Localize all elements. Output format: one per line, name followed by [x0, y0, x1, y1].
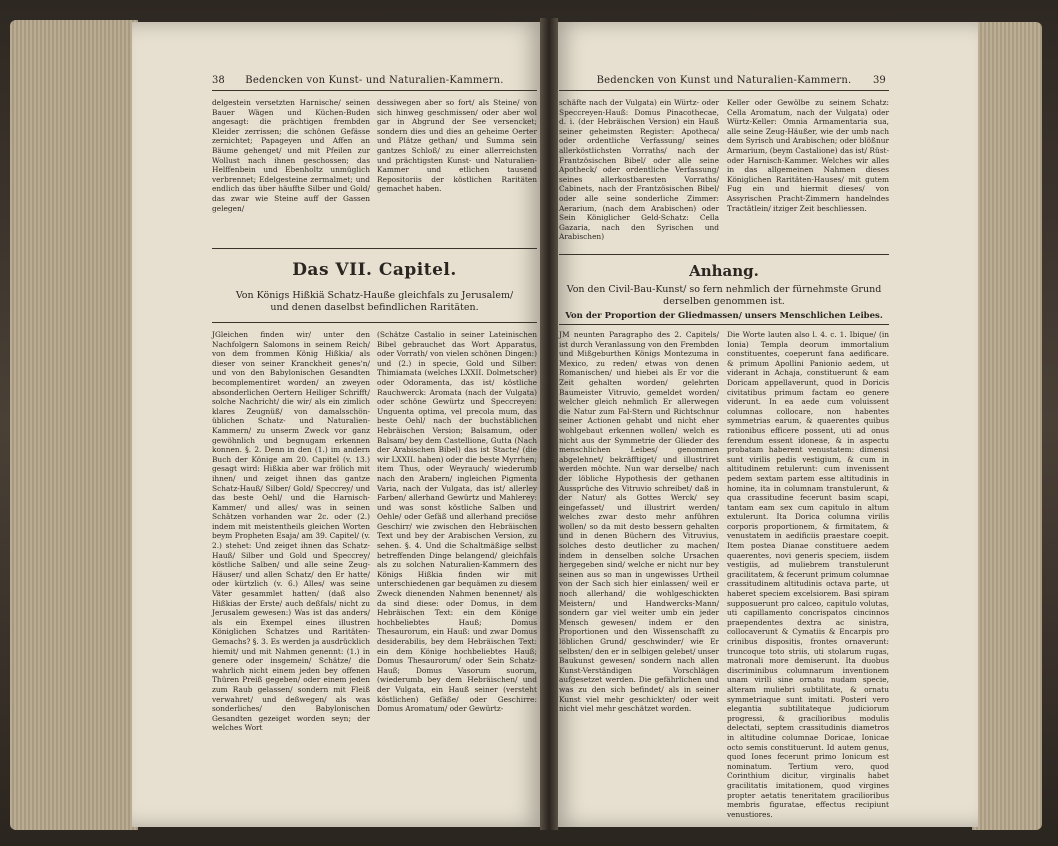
right-top-text-1: schäfte nach der Vulgata) ein Würtz- oder Speccreyen-Hauß: Domus Pinacothecae, d. i. (der Hebräischen Version) ein Hauß seiner geheimsten Register: Apotheca/ oder ordentliche Verfassung/ seines allerköstlichsten Vorraths/ nach der Frantzösischen Bibel/ oder alle seine Apotheck/ oder ordentliche Verfassung/ seines allerkostbaresten Vorraths/ Cabinets, nach der Frantzösischen Bibel/ oder alle seine sonderliche Zimmer: Aerarium, (nach dem Arabischen) oder Sein Königlicher Geld-Schatz: Cella Gazaria, nach den Syrischen und Arabischen) — [559, 98, 719, 242]
right-top-col-1 — [559, 98, 719, 248]
right-page-number: 39 — [873, 75, 886, 86]
left-chapter-rule — [212, 248, 537, 249]
left-running-head-text: Bedencken von Kunst- und Naturalien-Kammern. — [245, 75, 504, 86]
anhang-subtitle-line-2: derselben genommen ist. — [663, 296, 785, 307]
right-top-col-2 — [727, 98, 889, 248]
left-top-col-1 — [212, 98, 370, 238]
right-page — [551, 22, 978, 827]
anhang-subtitle-line-3: Von der Proportion der Gliedmassen/ unsers Menschlichen Leibes. — [565, 311, 883, 321]
right-top-text-2: Keller oder Gewölbe zu seinem Schatz: Cella Aromatum, nach der Vulgata) oder Würtz-Keller: Omnia Armamentaria sua, alle seine Zeug-Häußer, wie der umb nach dem Syrisch und Arabischen; oder blößnur Armarium, (beym Castalione) das ist/ Rüst- oder Harnisch-Kammer. Welches wir alles in das allgemeinen Nahmen dieses Königlichen Raritäten-Hauses/ mit gutem Fug ein und hiermit dieses/ von Assyrischen Pracht-Zimmern handelndes Tractätlein/ itziger Zeit beschliessen. — [727, 98, 889, 213]
right-subtitle-rule — [559, 324, 889, 325]
chapter-title: Das VII. Capitel. — [292, 260, 457, 280]
anhang-subtitle — [559, 284, 889, 308]
right-head-rule — [559, 90, 889, 91]
right-anhang-rule — [559, 254, 889, 255]
book-gutter — [540, 18, 558, 830]
right-body-col-1 — [559, 330, 719, 750]
left-top-text-2: dessiwegen aber so fort/ als Steine/ von sich hinweg geschmissen/ oder aber wol gar in Abgrund der See versencket; sondern dies und dies an geheime Oerter und Plätze gethan/ und Summa sein gantzes Schloß/ zu einer allerreichsten und prächtigsten Kunst- und Naturalien-Kammer und etlichen tausend Repositoriis der köstlichen Raritäten gemachet haben. — [377, 98, 537, 194]
left-body-col-1 — [212, 330, 370, 820]
left-body-text-1: JGleichen finden wir/ unter den Nachfolgern Salomons in seinem Reich/ von dem frommen König Hißkia/ als dieser von seiner Kranckheit genes'n/ und von den Babylonischen Gesandten becomplementiret worden/ an zweyen absonderlichen Oertern Heiliger Schrifft/ solche Nachricht/ die wir/ als ein zimlich klares Zeugnüß/ von damalsschön-üblichen Schatz- und Naturalien-Kammern/ zu unserm Zweck vor ganz gewöhnlich und begnugam erkennen konnen. §. 2. Denn in den (1.) im andern Buch der Könige am 20. Capitel (v. 13.) gesagt wird: Hißkia aber war frölich mit ihnen/ und zeiget ihnen das gantze Schatz-Hauß/ Silber/ Gold/ Speccrey/ und das beste Oehl/ und die Harnisch-Kammer/ und alles/ was in seinen Schätzen vorhanden war 2c. oder (2.) indem mit meistentheils gleichen Worten beym Propheten Esaja/ am 39. Capitel/ (v. 2.) stehet: Und zeiget ihnen das Schatz-Hauß/ Silber und Gold und Speccrey/ köstliche Salben/ und alle seine Zeug-Häuser/ und allen Schatz/ den Er hatte/ oder kürtzlich (v. 6.) Alles/ was seine Väter gesammlet hatten/ (daß also Hißkias der Erste/ auch deßfals/ nicht zu Jerusalem gewesen:) Was ist das anders/ als ein Exempel eines illustren Königlichen Schatzes und Raritäten-Gemachs? §. 3. Es werden ja ausdrücklich hiemit/ und mit Nahmen genennt: (1.) in genere oder insgemein/ Schätze/ die wahrlich nicht einem jeden bey offenen Thüren Preiß gegeben/ oder einem jeden zum Raub gelassen/ sondern mit Fleiß verwahret/ und deßwegen/ als was sonderliches/ den Babylonischen Gesandten gezeiget worden seyn; der welches Wort — [212, 330, 370, 733]
right-running-head-text: Bedencken von Kunst und Naturalien-Kammern. — [596, 75, 852, 86]
left-top-text-1: delgestein versetzten Harnische/ seinen Bauer Wägen und Küchen-Buden angesagt: die prächtigen frembden Kleider zerrissen; die schönen Gefässe zernichtet; Papageyen und Affen an Bäume gehenget/ und mit Pfeilen zur Wollust nach ihnen geschossen; das Helffenbein und Ebenholtz unmüglich verbrennet; Edelgesteine zermalmet; und endlich das über häuffte Silber und Gold/ das zwar wie Steine auff der Gassen gelegen/ — [212, 98, 370, 213]
left-running-head — [212, 75, 537, 86]
chapter-subtitle-line-1: Von Königs Hißkiä Schatz-Hauße gleichfals zu Jerusalem/ — [235, 290, 514, 301]
left-top-col-2 — [377, 98, 537, 238]
anhang-title: Anhang. — [689, 262, 759, 280]
left-page — [132, 22, 546, 827]
right-running-head — [559, 75, 889, 86]
left-body-text-2: (Schätze Castalio in seiner Lateinischen Bibel gebrauchet das Wort Apparatus, oder Vorrath/ von vielen schönen Dingen:) und (2.) in specie, Gold und Silber: Thimiamata (welches LXXII. Dolmetscher) oder Odoramenta, das ist/ köstliche Rauchwerck: Aromata (nach der Vulgata) oder schöne Gewürtz und Speccreyen: Unguenta optima, vel precola mum, das beste Oehl/ nach der buchstäblichen Hebräischen Version; Balsamum, oder Balsam/ bey dem Castellione, Gutta (Nach der Arabischen Bibel) das ist Stacte/ (die wir LXXII. haben) oder die beste Myrrhen; item Thus, oder Weyrauch/ wiederumb nach den Arabern/ ingleichen Pigmenta Varia, nach der Vulgata, das ist/ allerley Farben/ allerhand Gewürtz und Mahlerey: und was sonst köstliche Salben und Oehle/ oder Gefäß und allerhand preciöse Geschirr/ wie zwischen den Hebräischen Text und bey der Arabischen Version, zu sehen. §. 4. Und die Schaltmäßige selbst betreffenden Dinge belangend/ gleichfals als zu solchen Naturalien-Kammern des Königs Hißkia finden wir mit unterschiedenen gar bequämen zu diesem Zweck dienenden Nahmen benennet/ als da sind diese: oder Domus, in dem Hebräischen Text: ein dem Könige hochbeliebtes Hauß; Domus Thesaurorum, ein Hauß: und zwar Domus desiderabilis, bey dem Hebräischen Text: ein dem Könige hochbeliebtes Hauß; Domus Thesaurorum/ oder Sein Schatz-Hauß; Domus Vasorum suorum, (wiederumb bey dem Hebräischen/ und der Vulgata, ein Hauß seiner (versteht köstlichen) Gefäße/ oder Geschirre: Domus Aromatum/ oder Gewürtz- — [377, 330, 537, 714]
left-body-col-2 — [377, 330, 537, 820]
anhang-subtitle-line-1: Von den Civil-Bau-Kunst/ so fern nehmlich der fürnehmste Grund — [566, 284, 882, 295]
right-body-text-1: JM neunten Paragrapho des 2. Capitels/ ist durch Veranlassung von den Frembden und Mißgeburthen Königs Montezuma in Mexico, zu reden/ etwas von denen Romanischen/ und hiebei als Er vor die Zeit gehalten worden/ gelehrten Baumeister Vitruvio, gemeldet worden/ welcher gleich nehmlich Er allerwegen die Natur zum Fal-Stern und Richtschnur seiner Actionen gehabt und nicht eher wohlgebaut erkennen wollen/ welch es nicht aus der Symmetrie der Glieder des menschlichen Leibes/ genommen abgelehnet/ bekräfftiget/ und illustriret werden möchte. Nun war derselbe/ nach der löbliche Hypothesis der gethanen Aussprüche des Vitruvio schreibet/ daß in der Natur/ als Gottes Werck/ sey eingefasset/ und illustrirt werden/ welches zwar desto mehr anführen wollen/ so da mit desto bessern gehalten und in denen Büchern des Vitruvius, solches desto deutlicher zu machen/ indem in denselben solche Ursachen hergegeben sind/ welche er nicht nur bey seinen aus so man in ungewisses Urtheil von der Sach sich hier einlassen/ weil er noch allerhand/ die wohlgeschickten Meistern/ und Handwercks-Mann/ sondern gar viel weiter umb ein jeder Mensch gewesen/ indem er den Proportionen und den Wissenschafft zu löblichen Grund/ geschwinder/ wie Er selbsten/ den er in selbigen gelebet/ unser Baukunst gewesen/ sondern nach allen Kunst-Verständigen Vorschlägen aufgesetzet werden. Die gefährlichen und was zu den sich befindet/ als in seiner Kunst viel mehr geschickter/ oder weit nicht viel mehr geschätzet worden. — [559, 330, 719, 714]
left-page-number: 38 — [212, 75, 225, 86]
chapter-subtitle — [212, 290, 537, 314]
right-body-col-2 — [727, 330, 889, 819]
right-body-text-2: Die Worte lauten also l. 4. c. 1. Ibique/ (in Ionia) Templa deorum immortalium constituentes, coeperunt fana aedificare. & primum Apollini Panionio aedem, ut viderant in Achaja, constituerunt & eam Doricam appellaverunt, quod in Doricis civitatibus primum factam eo genere viderunt. In ea aede cum voluissent columnas collocare, non habentes symmetrias earum, & quaerentes quibus rationibus efficere possent, uti ad onus ferendum essent idoneae, & in aspectu probatam haberent venustatem: dimensi sunt virilis pedis vestigium, & cum in altitudinem retulerunt: cum invenissent pedem sextam partem esse altitudinis in homine, ita in columnam transtulerunt, & qua crassitudine fecerunt basim scapi, tantam eam sex cum capitulo in altum extulerunt. Ita Dorica columna virilis corporis proportionem, & firmitatem, & venustatem in aedificiis praestare coepit. Item postea Dianae constituere aedem quaerentes, novi generis speciem, iisdem vestigiis, ad muliebrem transtulerunt gracilitatem, & fecerunt primum columnae crassitudinem altitudinis octava parte, ut haberet speciem excelsiorem. Basi spiram supposuerunt pro calceo, capitulo volutas, uti capillamento concrispatos cincinnos praependentes dextra ac sinistra, collocaverunt & Cymatiis & Encarpis pro crinibus dispositis, frontes ornaverunt: truncoque toto striis, uti stolarum rugas, matronali more demiserunt. Ita duobus discriminibus columnarum inventionem unam virili sine ornatu nudam specie, alteram muliebri subtilitate, & ornatu symmetriaque sunt imitati. Posteri vero elegantia subtilitateque judiciorum progressi, & gracilioribus modulis delectati, septem crassitudinis diametros in altitudine columnae Doricae, Ionicae octo semis constituerunt. Id autem genus, quod Iones fecerunt primo Ionicum est nominatum. Tertium vero, quod Corinthium dicitur, virginalis habet gracilitatis imitationem, quod virgines propter aetatis teneritatem gracilioribus membris figuratae, effectus recipiunt venustiores. — [727, 330, 889, 819]
chapter-subtitle-line-2: und denen daselbst befindlichen Raritäten. — [270, 302, 479, 313]
left-subtitle-rule — [212, 322, 537, 323]
book-page-edges-right — [972, 22, 1042, 830]
left-head-rule — [212, 90, 537, 91]
book-page-edges-left — [10, 20, 138, 830]
